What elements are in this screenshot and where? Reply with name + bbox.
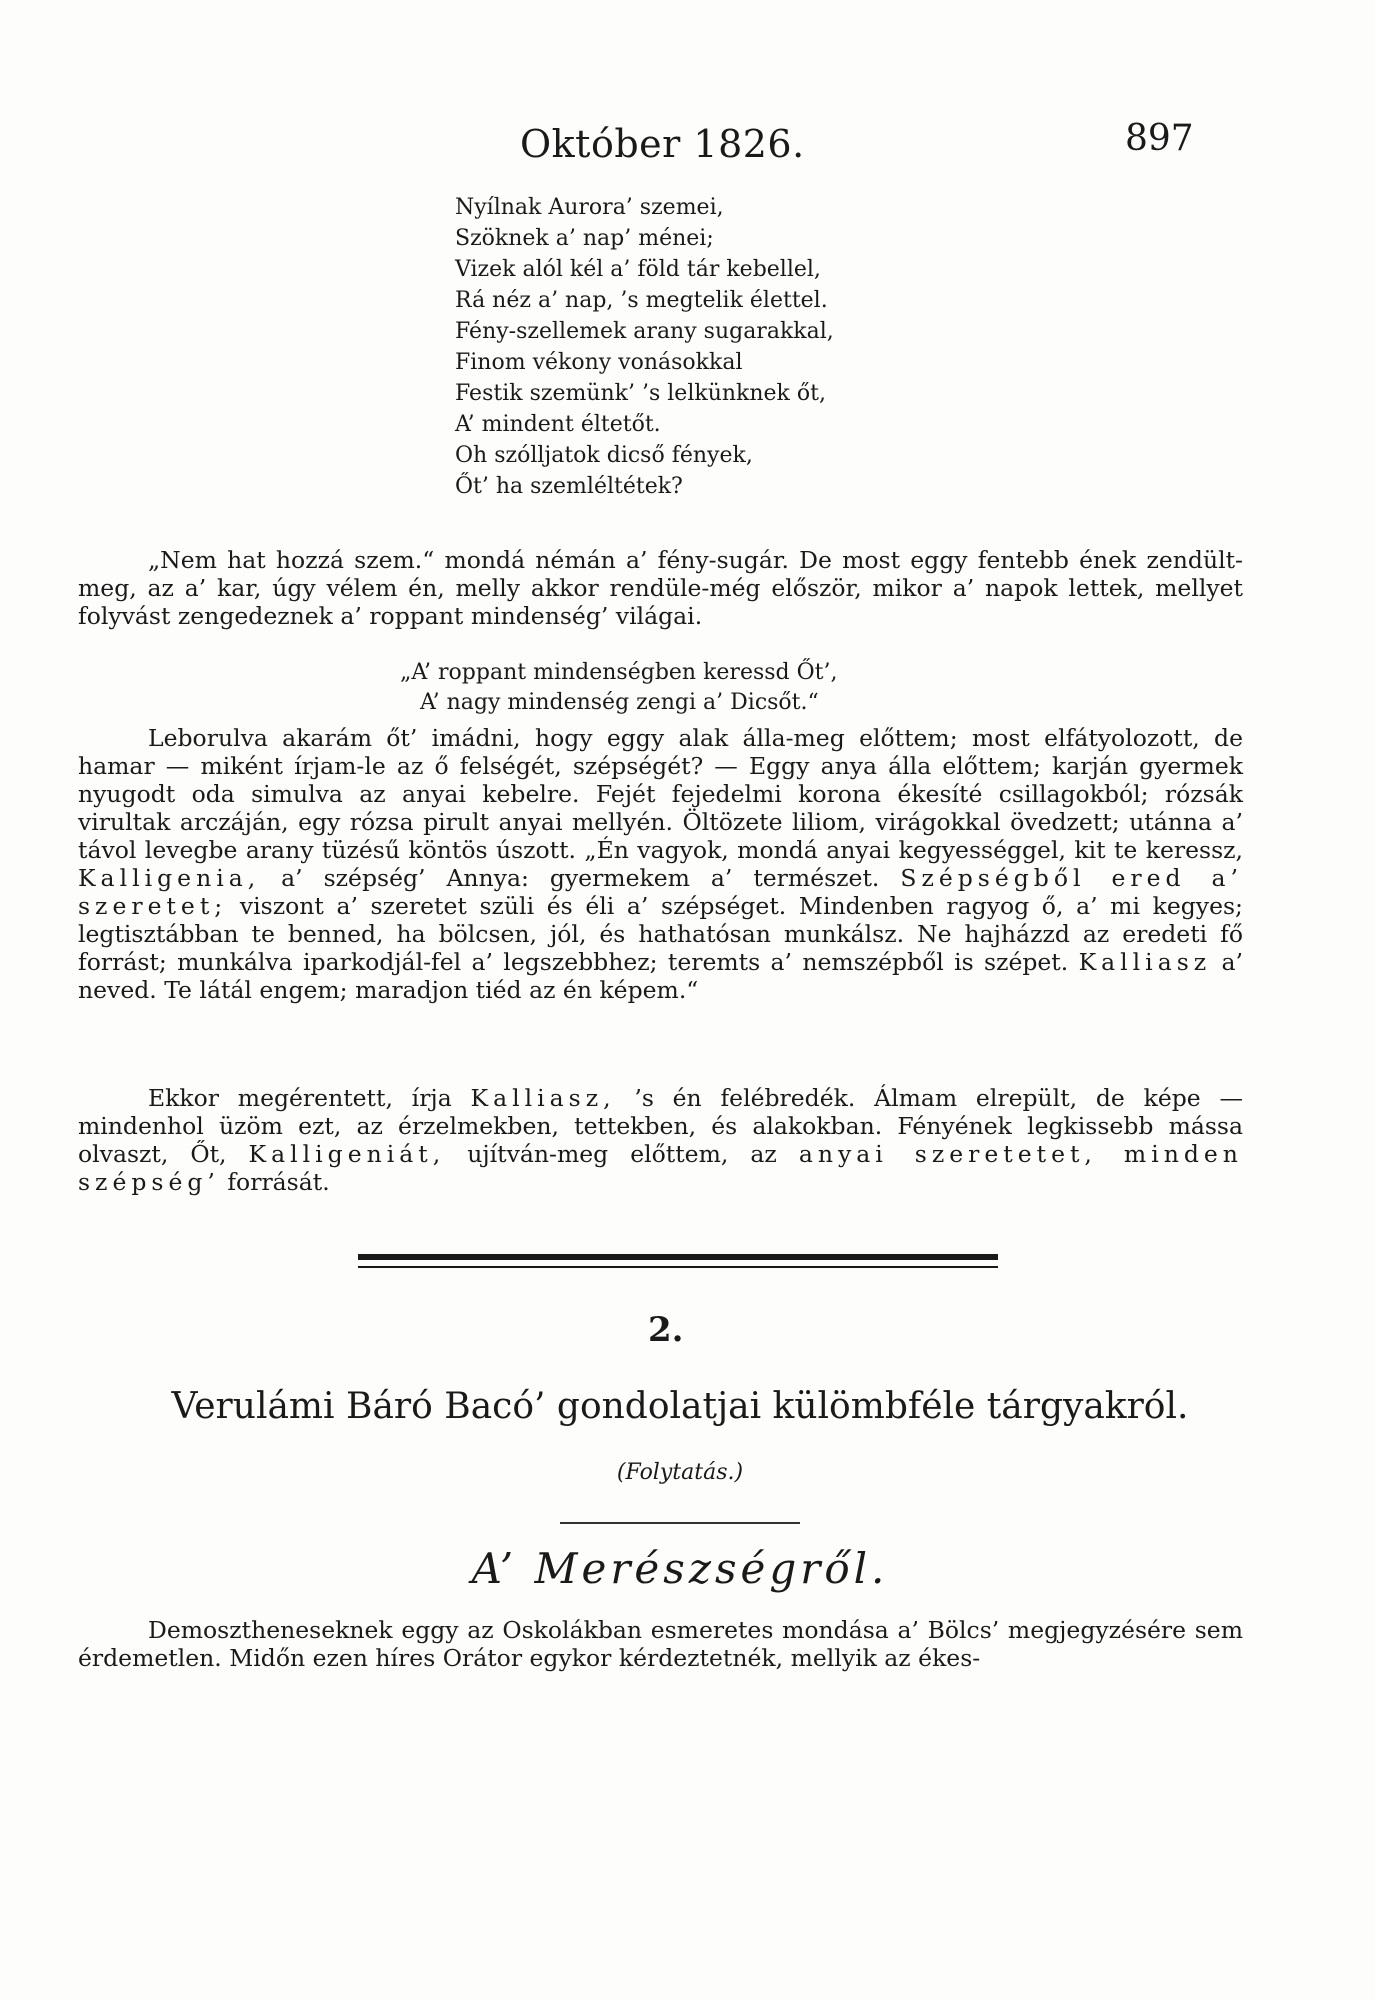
paragraph-3-text [78, 1084, 1243, 1196]
paragraph-4 [78, 1616, 1243, 1672]
spaced-emphasis: anyai szeretetet, minden szépség’ [78, 1140, 1243, 1196]
subtitle-divider [560, 1522, 800, 1524]
subheading: A’ Merészségről. [471, 1544, 889, 1593]
poem-line: Fény-szellemek arany sugarakkal, [455, 319, 834, 344]
name-kalligeniat: Kalligeniát, [248, 1140, 446, 1168]
paragraph-3-part: forrását. [227, 1168, 330, 1196]
paragraph-2 [78, 724, 1243, 1004]
poem-line: Rá néz a’ nap, ’s megtelik élettel. [455, 288, 828, 313]
quote-line: A’ nagy mindenség zengi a’ Dicsőt.“ [420, 690, 819, 715]
page-number: 897 [1125, 118, 1194, 159]
section-divider-thin [358, 1266, 998, 1268]
paragraph-3-part: ’s én felébredék. Álmam elrepült, de képe — mindenhol üzöm ezt, az érzelmekben, tettekben, és alakokban. Fényének legkissebb mássa olvaszt, Őt, [78, 1084, 1243, 1168]
poem-line: Vizek alól kél a’ föld tár kebellel, [455, 257, 821, 282]
name-kalliasz: Kalliasz [1078, 948, 1212, 976]
paragraph-3 [78, 1084, 1243, 1196]
section-number: 2. [648, 1310, 684, 1350]
poem-line: Oh szólljatok dicső fények, [455, 443, 753, 468]
poem-line: Finom vékony vonásokkal [455, 350, 743, 375]
poem-line: Szöknek a’ nap’ ménei; [455, 226, 714, 251]
paragraph-2-part: viszont a’ szeretet szüli és éli a’ szépséget. Mindenben ragyog ő, a’ mi kegyes; legtisztábban te benned, ha bölcsen, jól, és hathatósan munkálsz. Ne hajházzd az eredeti fő forrást; munkálva iparkodjál-fel a’ legszebbhez; teremts a’ nemszépből is szépet. [78, 892, 1243, 976]
poem-line: Őt’ ha szemléltétek? [455, 474, 683, 499]
running-header-month: Október 1826. [520, 122, 805, 166]
paragraph-2-part: a’ szépség’ Annya: gyermekem a’ természet. [281, 864, 880, 892]
paragraph-4-text: Demosztheneseknek eggy az Oskolákban esmeretes mondása a’ Bölcs’ megjegyzésére sem érdemetlen. Midőn ezen híres Orátor egykor kérdeztetnék, mellyik az ékes- [78, 1616, 1243, 1672]
poem [455, 192, 1215, 502]
paragraph-3-part: Ekkor megérentett, írja [148, 1084, 452, 1112]
paragraph-3-part: ujítván-meg előttem, az [467, 1140, 777, 1168]
quote-line: „A’ roppant mindenségben keressd Őt’, [400, 660, 838, 685]
paragraph-1-text: „Nem hat hozzá szem.“ mondá némán a’ fény-sugár. De most eggy fentebb ének zendült-meg, az a’ kar, úgy vélem én, melly akkor rendüle-még először, mikor a’ napok lettek, mellyet folyvást zengedeznek a’ roppant mindenség’ világai. [78, 546, 1243, 630]
poem-line: A’ mindent éltetőt. [455, 412, 661, 437]
paragraph-2-text [78, 724, 1243, 1004]
name-kalligenia: Kalligenia, [78, 864, 261, 892]
paragraph-2-part: a’ neved. Te látál engem; maradjon tiéd az én képem.“ [78, 948, 1243, 1004]
article-title: Verulámi Báró Bacó’ gondolatjai külömbféle tárgyakról. [171, 1386, 1189, 1427]
quoted-verse [400, 658, 1100, 718]
paragraph-2-part: Leborulva akarám őt’ imádni, hogy eggy alak álla-meg előttem; most elfátyolozott, de hamar — miként írjam-le az ő felségét, szépségét? — Eggy anya álla előttem; karján gyermek nyugodt oda simulva az anyai kebelre. Fejét fejedelmi korona ékesíté csillagokból; rózsák virultak arczáján, egy rózsa pirult anyai mellyén. Öltözete liliom, virágokkal övedzett; utánna a’ távol levegbe arany tüzésű köntös úszott. „Én vagyok, mondá anyai kegyességgel, kit te keressz, [78, 724, 1243, 864]
spaced-emphasis: Szépségből ered a’ szeretet; [78, 864, 1243, 920]
section-divider-thick [358, 1254, 998, 1260]
poem-line: Nyílnak Aurora’ szemei, [455, 195, 724, 220]
name-kalliasz: Kalliasz, [470, 1084, 616, 1112]
poem-line: Festik szemünk’ ’s lelkünknek őt, [455, 381, 826, 406]
article-subtitle: (Folytatás.) [616, 1460, 744, 1485]
paragraph-1 [78, 546, 1243, 630]
